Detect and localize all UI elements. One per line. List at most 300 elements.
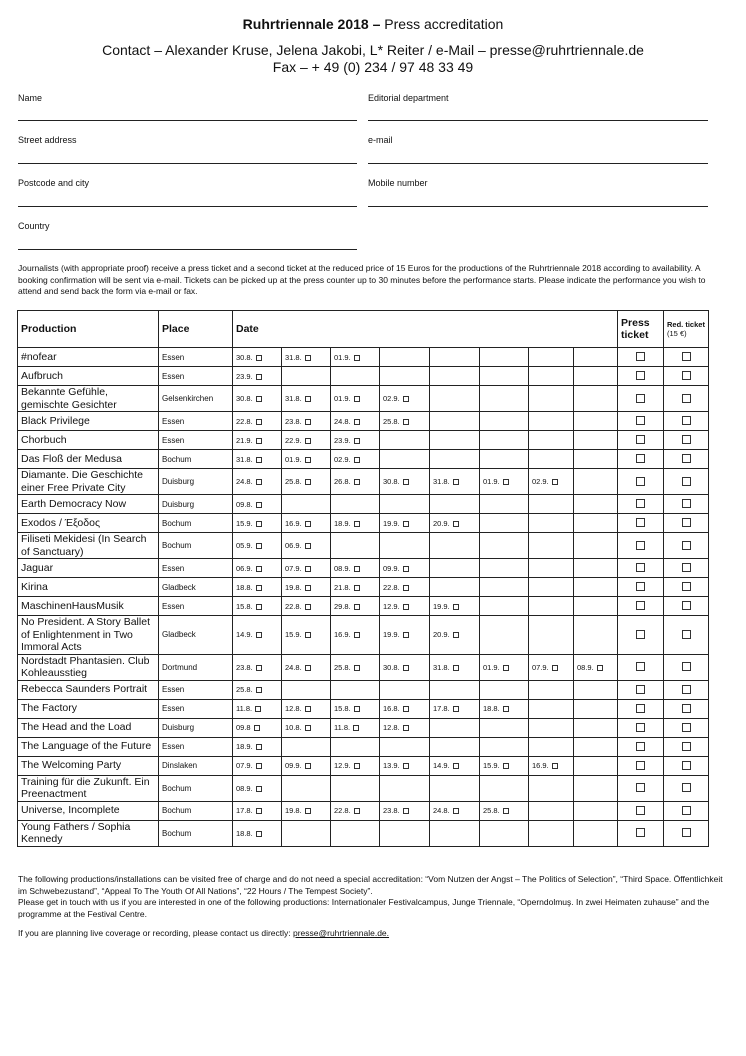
production-header: Production bbox=[18, 311, 159, 348]
empty-date-cell bbox=[430, 386, 480, 412]
date-label: 16.9. bbox=[285, 518, 302, 528]
date-option[interactable] bbox=[233, 756, 282, 775]
editorial-field[interactable] bbox=[368, 93, 708, 121]
date-option[interactable] bbox=[282, 412, 331, 431]
date-option[interactable] bbox=[430, 469, 480, 495]
reduced-ticket-cell bbox=[664, 775, 709, 801]
empty-date-cell bbox=[282, 495, 331, 514]
reduced-ticket-checkbox[interactable] bbox=[682, 541, 691, 550]
date-label: 30.8. bbox=[236, 352, 253, 362]
date-option[interactable] bbox=[480, 699, 529, 718]
reduced-ticket-checkbox[interactable] bbox=[682, 371, 691, 380]
date-label: 23.8. bbox=[285, 416, 302, 426]
country-field[interactable] bbox=[18, 221, 357, 250]
date-option[interactable] bbox=[480, 756, 529, 775]
empty-date-cell bbox=[430, 450, 480, 469]
reduced-ticket-checkbox[interactable] bbox=[682, 828, 691, 837]
date-option[interactable] bbox=[380, 386, 430, 412]
reduced-ticket-cell bbox=[664, 348, 709, 367]
date-option[interactable] bbox=[380, 597, 430, 616]
date-option[interactable] bbox=[282, 431, 331, 450]
date-checkbox[interactable] bbox=[255, 706, 261, 712]
date-checkbox[interactable] bbox=[597, 665, 603, 671]
date-checkbox[interactable] bbox=[354, 632, 360, 638]
reduced-ticket-cell bbox=[664, 597, 709, 616]
date-checkbox[interactable] bbox=[256, 419, 262, 425]
date-checkbox[interactable] bbox=[305, 355, 311, 361]
date-checkbox[interactable] bbox=[305, 725, 311, 731]
date-checkbox[interactable] bbox=[354, 665, 360, 671]
date-checkbox[interactable] bbox=[305, 632, 311, 638]
production-place: Bochum bbox=[159, 450, 233, 469]
date-checkbox[interactable] bbox=[552, 479, 558, 485]
empty-date-cell bbox=[480, 559, 529, 578]
date-checkbox[interactable] bbox=[552, 665, 558, 671]
date-option[interactable] bbox=[574, 654, 618, 680]
date-option[interactable] bbox=[233, 559, 282, 578]
date-option[interactable] bbox=[331, 654, 380, 680]
date-label: 30.8. bbox=[236, 394, 253, 403]
reduced-ticket-checkbox[interactable] bbox=[682, 582, 691, 591]
empty-date-cell bbox=[529, 495, 574, 514]
date-option[interactable] bbox=[380, 654, 430, 680]
table-row bbox=[18, 450, 709, 469]
date-option[interactable] bbox=[380, 469, 430, 495]
date-option[interactable] bbox=[430, 699, 480, 718]
date-option[interactable] bbox=[233, 450, 282, 469]
table-row bbox=[18, 801, 709, 820]
press-email-link[interactable]: presse@ruhrtriennale.de. bbox=[292, 928, 390, 938]
press-ticket-checkbox[interactable] bbox=[636, 518, 645, 527]
empty-date-cell bbox=[529, 597, 574, 616]
date-checkbox[interactable] bbox=[403, 585, 409, 591]
press-ticket-checkbox[interactable] bbox=[636, 352, 645, 361]
date-checkbox[interactable] bbox=[453, 521, 459, 527]
date-option[interactable] bbox=[233, 412, 282, 431]
press-ticket-checkbox[interactable] bbox=[636, 783, 645, 792]
date-option[interactable] bbox=[282, 756, 331, 775]
date-checkbox[interactable] bbox=[256, 763, 262, 769]
date-option[interactable] bbox=[380, 412, 430, 431]
date-checkbox[interactable] bbox=[354, 585, 360, 591]
reduced-ticket-cell bbox=[664, 680, 709, 699]
press-ticket-checkbox[interactable] bbox=[636, 563, 645, 572]
production-name: MaschinenHausMusik bbox=[18, 597, 159, 616]
press-ticket-checkbox[interactable] bbox=[636, 499, 645, 508]
date-checkbox[interactable] bbox=[256, 566, 262, 572]
production-place: Bochum bbox=[159, 801, 233, 820]
date-checkbox[interactable] bbox=[256, 786, 262, 792]
reduced-ticket-checkbox[interactable] bbox=[682, 761, 691, 770]
date-checkbox[interactable] bbox=[403, 521, 409, 527]
date-checkbox[interactable] bbox=[256, 457, 262, 463]
date-checkbox[interactable] bbox=[503, 808, 509, 814]
date-option[interactable] bbox=[282, 450, 331, 469]
date-option[interactable] bbox=[233, 775, 282, 801]
date-option[interactable] bbox=[331, 386, 380, 412]
date-checkbox[interactable] bbox=[256, 543, 262, 549]
empty-date-cell bbox=[480, 386, 529, 412]
date-option[interactable] bbox=[331, 756, 380, 775]
reduced-ticket-checkbox[interactable] bbox=[682, 742, 691, 751]
reduced-ticket-checkbox[interactable] bbox=[682, 454, 691, 463]
empty-date-cell bbox=[380, 737, 430, 756]
empty-date-cell bbox=[380, 533, 430, 559]
date-option[interactable] bbox=[331, 469, 380, 495]
date-option[interactable] bbox=[380, 559, 430, 578]
date-checkbox[interactable] bbox=[305, 763, 311, 769]
date-label: 20.9. bbox=[433, 630, 450, 640]
date-option[interactable] bbox=[331, 578, 380, 597]
date-option[interactable] bbox=[233, 680, 282, 699]
date-checkbox[interactable] bbox=[256, 374, 262, 380]
date-checkbox[interactable] bbox=[354, 419, 360, 425]
date-checkbox[interactable] bbox=[503, 479, 509, 485]
date-option[interactable] bbox=[233, 654, 282, 680]
date-option[interactable] bbox=[233, 469, 282, 495]
date-label: 15.9. bbox=[236, 518, 253, 528]
date-label: 21.8. bbox=[334, 582, 351, 592]
date-checkbox[interactable] bbox=[453, 706, 459, 712]
reduced-ticket-checkbox[interactable] bbox=[682, 435, 691, 444]
date-option[interactable] bbox=[282, 597, 331, 616]
date-checkbox[interactable] bbox=[256, 808, 262, 814]
date-checkbox[interactable] bbox=[256, 665, 262, 671]
date-option[interactable] bbox=[233, 348, 282, 367]
date-checkbox[interactable] bbox=[403, 808, 409, 814]
date-checkbox[interactable] bbox=[403, 763, 409, 769]
empty-date-cell bbox=[331, 820, 380, 846]
date-checkbox[interactable] bbox=[305, 808, 311, 814]
date-option[interactable] bbox=[380, 718, 430, 737]
date-option[interactable] bbox=[380, 514, 430, 533]
date-checkbox[interactable] bbox=[305, 665, 311, 671]
date-checkbox[interactable] bbox=[305, 706, 311, 712]
empty-date-cell bbox=[380, 495, 430, 514]
date-option[interactable] bbox=[331, 348, 380, 367]
date-checkbox[interactable] bbox=[256, 438, 262, 444]
date-checkbox[interactable] bbox=[256, 479, 262, 485]
date-checkbox[interactable] bbox=[305, 396, 311, 402]
table-row bbox=[18, 533, 709, 559]
press-ticket-checkbox[interactable] bbox=[636, 371, 645, 380]
empty-date-cell bbox=[430, 737, 480, 756]
date-checkbox[interactable] bbox=[403, 566, 409, 572]
date-option[interactable] bbox=[380, 616, 430, 655]
date-checkbox[interactable] bbox=[256, 521, 262, 527]
date-option[interactable] bbox=[380, 756, 430, 775]
reduced-ticket-cell bbox=[664, 514, 709, 533]
date-option[interactable] bbox=[380, 578, 430, 597]
reduced-ticket-checkbox[interactable] bbox=[682, 477, 691, 486]
date-checkbox[interactable] bbox=[503, 763, 509, 769]
date-option[interactable] bbox=[331, 597, 380, 616]
date-label: 22.8. bbox=[236, 416, 253, 426]
date-option[interactable] bbox=[282, 654, 331, 680]
date-checkbox[interactable] bbox=[305, 585, 311, 591]
date-checkbox[interactable] bbox=[354, 763, 360, 769]
press-ticket-checkbox[interactable] bbox=[636, 704, 645, 713]
press-ticket-cell bbox=[618, 578, 664, 597]
name-label: Name bbox=[18, 93, 43, 103]
date-option[interactable] bbox=[233, 737, 282, 756]
press-ticket-checkbox[interactable] bbox=[636, 582, 645, 591]
date-label: 30.8. bbox=[383, 477, 400, 486]
date-option[interactable] bbox=[233, 386, 282, 412]
date-option[interactable] bbox=[331, 718, 380, 737]
press-ticket-checkbox[interactable] bbox=[636, 685, 645, 694]
name-field[interactable] bbox=[18, 93, 357, 121]
production-name: Diamante. Die Geschichte einer Free Private City bbox=[18, 469, 159, 495]
empty-date-cell bbox=[380, 680, 430, 699]
date-checkbox[interactable] bbox=[305, 604, 311, 610]
date-option[interactable] bbox=[480, 469, 529, 495]
date-checkbox[interactable] bbox=[305, 543, 311, 549]
press-ticket-checkbox[interactable] bbox=[636, 477, 645, 486]
press-ticket-checkbox[interactable] bbox=[636, 541, 645, 550]
date-checkbox[interactable] bbox=[256, 604, 262, 610]
reduced-ticket-checkbox[interactable] bbox=[682, 630, 691, 639]
date-option[interactable] bbox=[529, 756, 574, 775]
press-ticket-cell bbox=[618, 737, 664, 756]
date-checkbox[interactable] bbox=[403, 419, 409, 425]
date-checkbox[interactable] bbox=[354, 566, 360, 572]
date-checkbox[interactable] bbox=[305, 457, 311, 463]
date-checkbox[interactable] bbox=[503, 706, 509, 712]
date-option[interactable] bbox=[282, 386, 331, 412]
press-ticket-checkbox[interactable] bbox=[636, 662, 645, 671]
country-label: Country bbox=[18, 221, 50, 231]
date-checkbox[interactable] bbox=[305, 521, 311, 527]
date-checkbox[interactable] bbox=[453, 763, 459, 769]
reduced-ticket-checkbox[interactable] bbox=[682, 806, 691, 815]
date-option[interactable] bbox=[430, 616, 480, 655]
date-label: 23.8. bbox=[383, 806, 400, 815]
date-checkbox[interactable] bbox=[403, 479, 409, 485]
date-option[interactable] bbox=[282, 559, 331, 578]
date-label: 24.8. bbox=[285, 662, 302, 672]
date-option[interactable] bbox=[430, 756, 480, 775]
date-option[interactable] bbox=[233, 533, 282, 559]
press-ticket-checkbox[interactable] bbox=[636, 416, 645, 425]
press-ticket-checkbox[interactable] bbox=[636, 723, 645, 732]
date-option[interactable] bbox=[430, 801, 480, 820]
date-option[interactable] bbox=[233, 801, 282, 820]
street-field[interactable] bbox=[18, 135, 357, 164]
empty-date-cell bbox=[480, 680, 529, 699]
production-name: Young Fathers / Sophia Kennedy bbox=[18, 820, 159, 846]
date-checkbox[interactable] bbox=[453, 808, 459, 814]
date-option[interactable] bbox=[430, 514, 480, 533]
date-label: 31.8. bbox=[285, 394, 302, 403]
date-label: 12.9. bbox=[334, 761, 351, 770]
date-checkbox[interactable] bbox=[256, 831, 262, 837]
empty-date-cell bbox=[529, 431, 574, 450]
date-checkbox[interactable] bbox=[453, 665, 459, 671]
date-option[interactable] bbox=[331, 431, 380, 450]
date-checkbox[interactable] bbox=[354, 457, 360, 463]
date-checkbox[interactable] bbox=[305, 438, 311, 444]
empty-date-cell bbox=[529, 412, 574, 431]
date-checkbox[interactable] bbox=[503, 665, 509, 671]
email-field[interactable] bbox=[368, 135, 708, 164]
date-checkbox[interactable] bbox=[256, 585, 262, 591]
date-checkbox[interactable] bbox=[354, 521, 360, 527]
press-ticket-checkbox[interactable] bbox=[636, 630, 645, 639]
date-option[interactable] bbox=[282, 801, 331, 820]
mobile-field[interactable] bbox=[368, 178, 708, 207]
date-checkbox[interactable] bbox=[256, 632, 262, 638]
press-ticket-checkbox[interactable] bbox=[636, 761, 645, 770]
date-checkbox[interactable] bbox=[256, 687, 262, 693]
date-checkbox[interactable] bbox=[256, 502, 262, 508]
press-ticket-checkbox[interactable] bbox=[636, 828, 645, 837]
production-place: Essen bbox=[159, 737, 233, 756]
date-option[interactable] bbox=[233, 718, 282, 737]
date-checkbox[interactable] bbox=[453, 632, 459, 638]
production-place: Essen bbox=[159, 699, 233, 718]
date-checkbox[interactable] bbox=[552, 763, 558, 769]
empty-date-cell bbox=[529, 559, 574, 578]
date-option[interactable] bbox=[233, 578, 282, 597]
date-option[interactable] bbox=[233, 597, 282, 616]
date-label: 16.9. bbox=[334, 630, 351, 640]
empty-date-cell bbox=[430, 412, 480, 431]
date-option[interactable] bbox=[233, 431, 282, 450]
empty-date-cell bbox=[574, 718, 618, 737]
date-checkbox[interactable] bbox=[403, 604, 409, 610]
date-option[interactable] bbox=[282, 578, 331, 597]
date-checkbox[interactable] bbox=[354, 396, 360, 402]
date-checkbox[interactable] bbox=[403, 396, 409, 402]
date-option[interactable] bbox=[331, 801, 380, 820]
production-name: Nordstadt Phantasien. Club Kohleausstieg bbox=[18, 654, 159, 680]
date-label: 08.9. bbox=[334, 563, 351, 573]
date-checkbox[interactable] bbox=[403, 706, 409, 712]
date-option[interactable] bbox=[282, 718, 331, 737]
date-label: 23.8. bbox=[236, 662, 253, 672]
date-option[interactable] bbox=[480, 654, 529, 680]
press-ticket-checkbox[interactable] bbox=[636, 454, 645, 463]
date-checkbox[interactable] bbox=[403, 632, 409, 638]
reduced-ticket-cell bbox=[664, 469, 709, 495]
date-checkbox[interactable] bbox=[354, 479, 360, 485]
email-label: e-mail bbox=[368, 135, 393, 145]
date-label: 06.9. bbox=[285, 541, 302, 550]
press-ticket-checkbox[interactable] bbox=[636, 806, 645, 815]
reduced-ticket-checkbox[interactable] bbox=[682, 352, 691, 361]
press-ticket-checkbox[interactable] bbox=[636, 435, 645, 444]
date-checkbox[interactable] bbox=[305, 566, 311, 572]
date-label: 25.8. bbox=[383, 416, 400, 426]
date-option[interactable] bbox=[331, 450, 380, 469]
reduced-ticket-checkbox[interactable] bbox=[682, 601, 691, 610]
date-checkbox[interactable] bbox=[254, 725, 260, 731]
date-checkbox[interactable] bbox=[354, 355, 360, 361]
empty-date-cell bbox=[574, 533, 618, 559]
date-checkbox[interactable] bbox=[354, 706, 360, 712]
press-ticket-cell bbox=[618, 718, 664, 737]
date-option[interactable] bbox=[282, 699, 331, 718]
date-checkbox[interactable] bbox=[305, 479, 311, 485]
date-option[interactable] bbox=[233, 514, 282, 533]
press-ticket-checkbox[interactable] bbox=[636, 601, 645, 610]
reduced-ticket-checkbox[interactable] bbox=[682, 685, 691, 694]
date-option[interactable] bbox=[331, 559, 380, 578]
date-option[interactable] bbox=[233, 495, 282, 514]
date-option[interactable] bbox=[233, 367, 282, 386]
date-option[interactable] bbox=[380, 801, 430, 820]
date-label: 31.8. bbox=[236, 454, 253, 464]
empty-date-cell bbox=[480, 820, 529, 846]
reduced-ticket-checkbox[interactable] bbox=[682, 723, 691, 732]
date-checkbox[interactable] bbox=[403, 665, 409, 671]
reduced-ticket-checkbox[interactable] bbox=[682, 662, 691, 671]
date-label: 19.9. bbox=[383, 518, 400, 528]
date-checkbox[interactable] bbox=[256, 744, 262, 750]
date-option[interactable] bbox=[233, 699, 282, 718]
press-ticket-checkbox[interactable] bbox=[636, 394, 645, 403]
reduced-ticket-cell bbox=[664, 367, 709, 386]
reduced-ticket-checkbox[interactable] bbox=[682, 563, 691, 572]
date-checkbox[interactable] bbox=[403, 725, 409, 731]
empty-date-cell bbox=[574, 431, 618, 450]
date-checkbox[interactable] bbox=[354, 438, 360, 444]
empty-date-cell bbox=[574, 386, 618, 412]
date-option[interactable] bbox=[282, 616, 331, 655]
reduced-ticket-checkbox[interactable] bbox=[682, 518, 691, 527]
date-checkbox[interactable] bbox=[256, 396, 262, 402]
date-option[interactable] bbox=[430, 597, 480, 616]
date-checkbox[interactable] bbox=[354, 604, 360, 610]
date-checkbox[interactable] bbox=[354, 808, 360, 814]
date-option[interactable] bbox=[380, 699, 430, 718]
date-option[interactable] bbox=[480, 801, 529, 820]
date-option[interactable] bbox=[331, 412, 380, 431]
empty-date-cell bbox=[282, 820, 331, 846]
date-option[interactable] bbox=[331, 616, 380, 655]
date-option[interactable] bbox=[282, 533, 331, 559]
date-checkbox[interactable] bbox=[453, 479, 459, 485]
date-checkbox[interactable] bbox=[453, 604, 459, 610]
date-option[interactable] bbox=[331, 699, 380, 718]
date-label: 23.9. bbox=[334, 435, 351, 445]
date-option[interactable] bbox=[430, 654, 480, 680]
date-option[interactable] bbox=[529, 654, 574, 680]
date-option[interactable] bbox=[282, 514, 331, 533]
reduced-ticket-checkbox[interactable] bbox=[682, 783, 691, 792]
date-option[interactable] bbox=[331, 514, 380, 533]
empty-date-cell bbox=[380, 431, 430, 450]
reduced-ticket-checkbox[interactable] bbox=[682, 499, 691, 508]
production-name: Chorbuch bbox=[18, 431, 159, 450]
date-checkbox[interactable] bbox=[353, 725, 359, 731]
coverage-note bbox=[18, 928, 730, 940]
reduced-ticket-checkbox[interactable] bbox=[682, 416, 691, 425]
reduced-ticket-checkbox[interactable] bbox=[682, 704, 691, 713]
date-option[interactable] bbox=[282, 469, 331, 495]
date-checkbox[interactable] bbox=[305, 419, 311, 425]
press-ticket-checkbox[interactable] bbox=[636, 742, 645, 751]
date-option[interactable] bbox=[233, 616, 282, 655]
date-option[interactable] bbox=[233, 820, 282, 846]
postcode-field[interactable] bbox=[18, 178, 357, 207]
reduced-ticket-checkbox[interactable] bbox=[682, 394, 691, 403]
press-ticket-cell bbox=[618, 756, 664, 775]
date-checkbox[interactable] bbox=[256, 355, 262, 361]
date-option[interactable] bbox=[282, 348, 331, 367]
date-option[interactable] bbox=[529, 469, 574, 495]
